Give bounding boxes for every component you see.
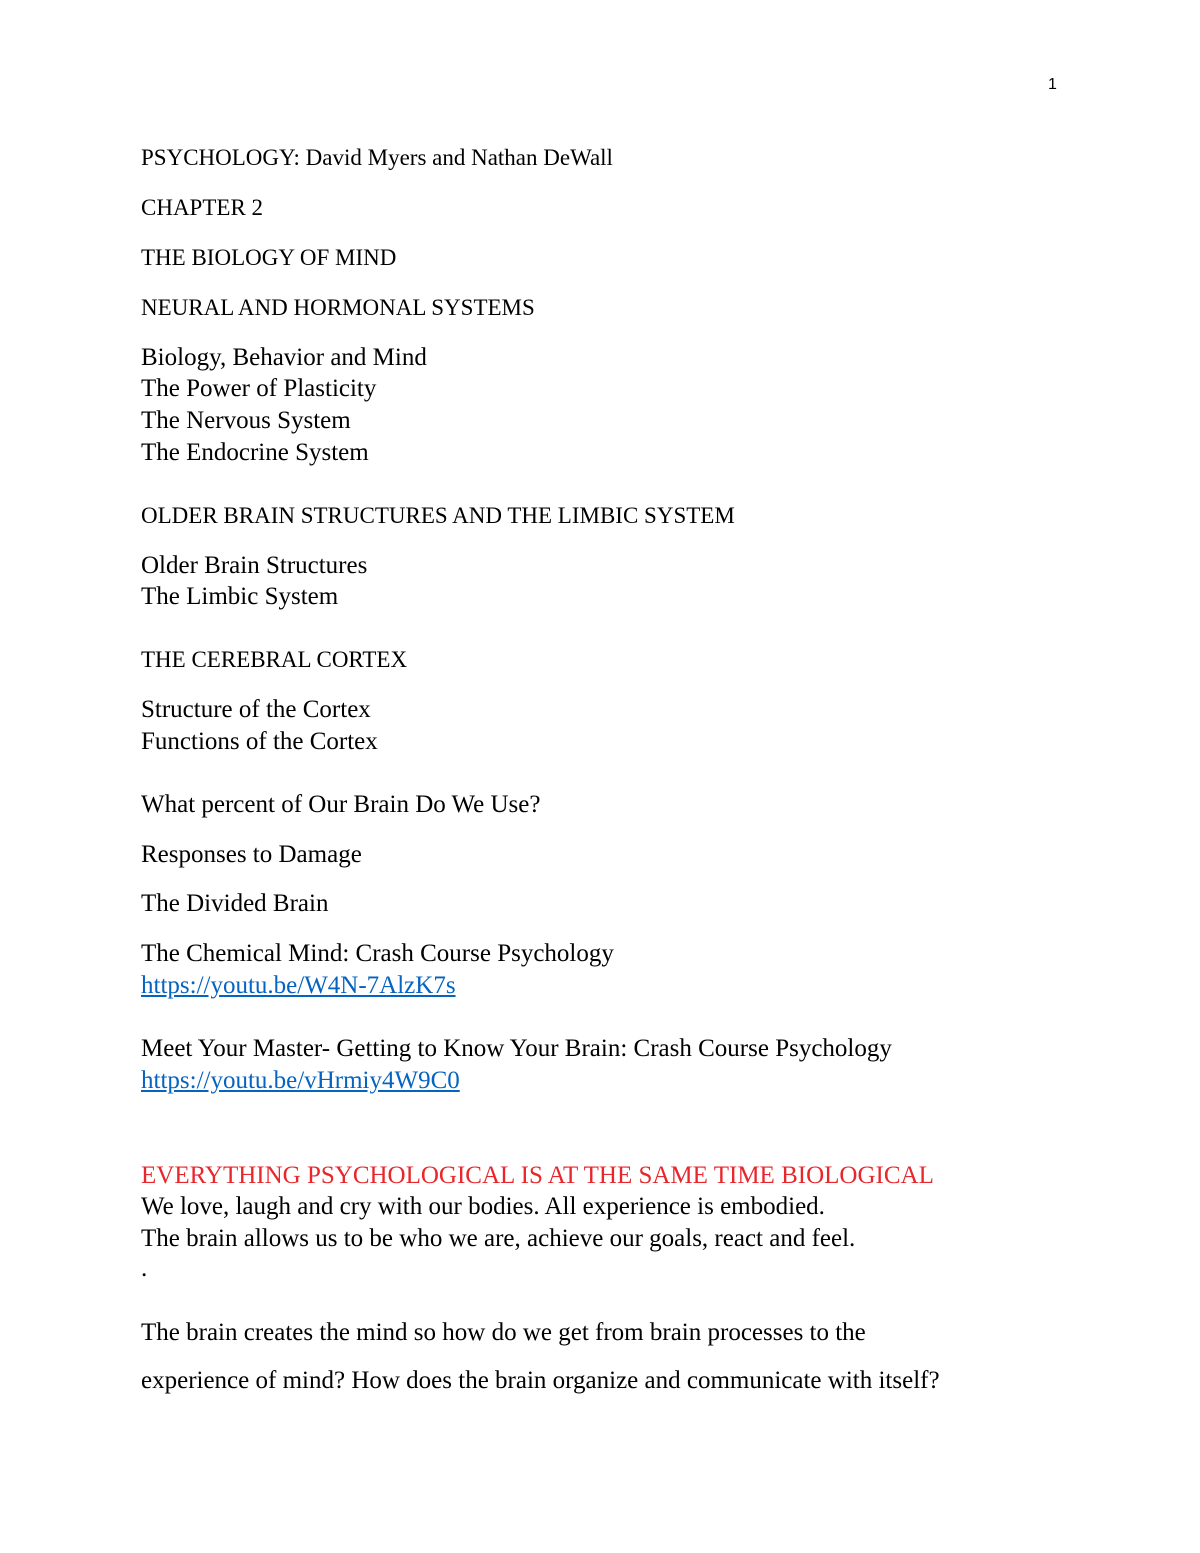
closing-line: The brain creates the mind so how do we get from brain processes to the xyxy=(141,1319,866,1346)
topic-item: What percent of Our Brain Do We Use? xyxy=(141,791,541,818)
section-item: The Limbic System xyxy=(141,583,339,610)
closing-line: experience of mind? How does the brain organize and communicate with itself? xyxy=(141,1367,940,1394)
section-item: Older Brain Structures xyxy=(141,552,368,579)
book-title: PSYCHOLOGY: David Myers and Nathan DeWall xyxy=(141,145,613,170)
emphasis-dot: . xyxy=(141,1255,148,1282)
section-item: Functions of the Cortex xyxy=(141,728,378,755)
chapter-label: CHAPTER 2 xyxy=(141,195,264,220)
section-item: The Power of Plasticity xyxy=(141,375,377,402)
section-item: Structure of the Cortex xyxy=(141,696,371,723)
section-item: Biology, Behavior and Mind xyxy=(141,344,427,371)
section-title: OLDER BRAIN STRUCTURES AND THE LIMBIC SYSTEM xyxy=(141,503,735,528)
topic-item: Responses to Damage xyxy=(141,841,362,868)
section-title: NEURAL AND HORMONAL SYSTEMS xyxy=(141,295,535,320)
section-title: THE CEREBRAL CORTEX xyxy=(141,647,408,672)
section-item: The Nervous System xyxy=(141,407,351,434)
emphasis-line: The brain allows us to be who we are, achieve our goals, react and feel. xyxy=(141,1225,856,1252)
video-title: The Chemical Mind: Crash Course Psychology xyxy=(141,940,614,967)
emphasis-line: We love, laugh and cry with our bodies. All experience is embodied. xyxy=(141,1193,825,1220)
video-link[interactable]: https://youtu.be/vHrmiy4W9C0 xyxy=(141,1067,460,1094)
chapter-title: THE BIOLOGY OF MIND xyxy=(141,245,397,270)
page-number: 1 xyxy=(1048,76,1057,93)
section-item: The Endocrine System xyxy=(141,439,369,466)
video-link[interactable]: https://youtu.be/W4N-7AlzK7s xyxy=(141,972,456,999)
emphasis-headline: EVERYTHING PSYCHOLOGICAL IS AT THE SAME TIME BIOLOGICAL xyxy=(141,1162,934,1189)
topic-item: The Divided Brain xyxy=(141,890,329,917)
video-title: Meet Your Master- Getting to Know Your Brain: Crash Course Psychology xyxy=(141,1035,892,1062)
